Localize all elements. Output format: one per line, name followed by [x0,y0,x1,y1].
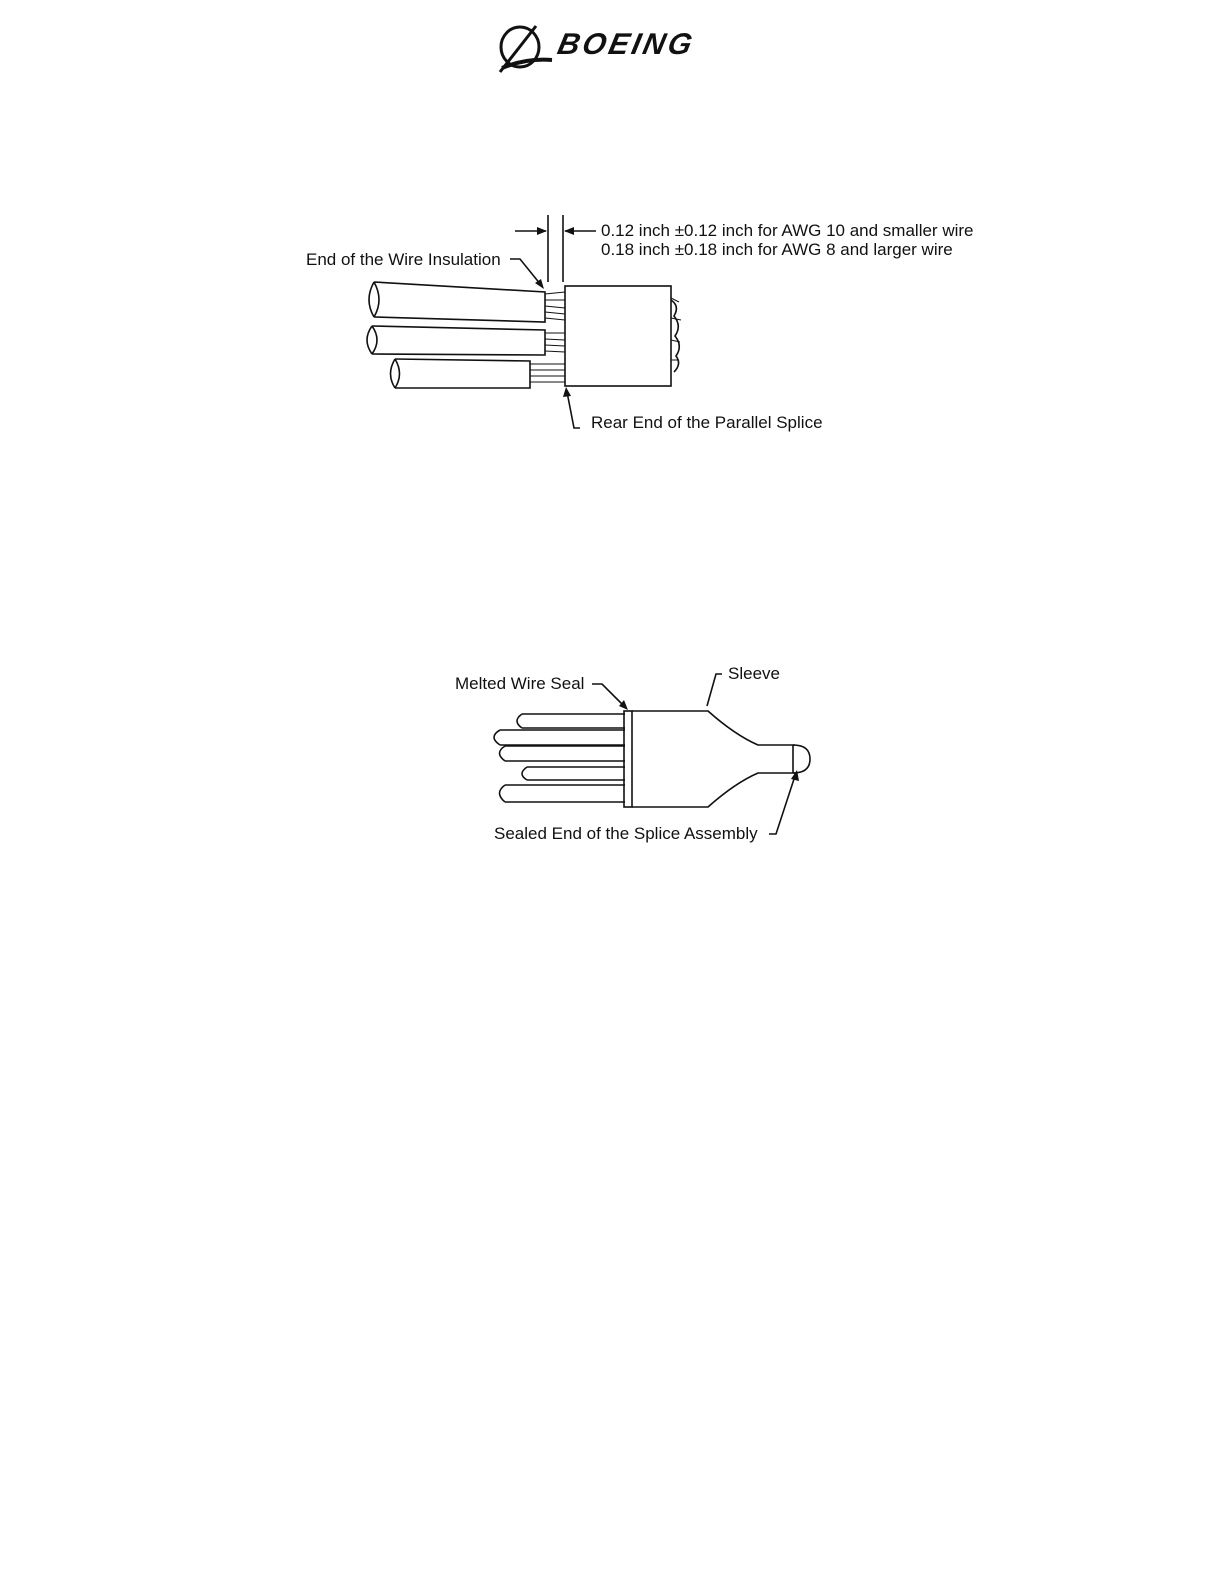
sleeve-label: Sleeve [728,664,780,683]
figure-sealed-splice [0,600,1223,860]
melted-seal-label: Melted Wire Seal [455,674,585,693]
rear-end-label: Rear End of the Parallel Splice [591,413,823,432]
sealed-end-label: Sealed End of the Splice Assembly [494,824,758,843]
dimension-label-awg10: 0.12 inch ±0.12 inch for AWG 10 and smaller wire [601,221,974,240]
dimension-label-awg8: 0.18 inch ±0.18 inch for AWG 8 and larger wire [601,240,953,259]
figure-wire-strip-length [0,0,1223,470]
insulation-end-label: End of the Wire Insulation [306,250,501,269]
sealed-splice-drawing [0,600,1223,860]
boeing-wordmark: BOEING [554,28,698,61]
